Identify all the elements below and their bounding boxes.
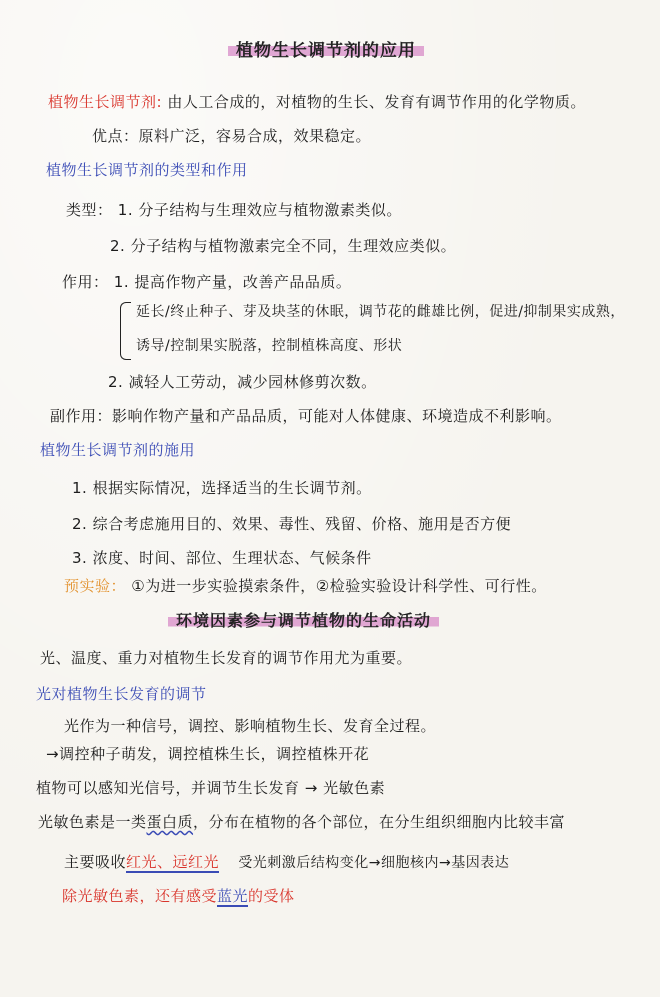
- effect-1-detail-2: 诱导/控制果实脱落，控制植株高度、形状: [136, 338, 403, 354]
- absorption-red-light: 红光、远红光: [126, 853, 220, 871]
- definition-text: 由人工合成的，对植物的生长、发育有调节作用的化学物质。: [167, 93, 586, 111]
- effect-1: 1. 提高作物产量，改善产品品质。: [113, 273, 352, 291]
- light-perception: [36, 778, 385, 798]
- section-heading-light: 光对植物生长发育的调节: [36, 685, 207, 703]
- absorption-line: [64, 852, 509, 873]
- section-heading-application: 植物生长调节剂的施用: [40, 441, 196, 459]
- light-perception-text: 植物可以感知光信号，并调节生长发育: [36, 779, 300, 797]
- absorption-text-b: 受光刺激后结构变化→细胞核内→基因表达: [238, 855, 510, 871]
- receptors-text-a: 除光敏色素，还有感受: [62, 887, 218, 905]
- section-title-environment: 环境因素参与调节植物的生命活动: [168, 608, 439, 631]
- phytochrome-text-b: ，分布在植物的各个部位，在分生组织细胞内比较丰富: [193, 813, 566, 831]
- pre-experiment-label: 预实验：: [64, 577, 127, 595]
- effect-2: 2. 减轻人工劳动，减少园林修剪次数。: [108, 373, 377, 391]
- effects-row-1: [62, 272, 351, 292]
- light-signal: 光作为一种信号，调控、影响植物生长、发育全过程。: [64, 717, 437, 735]
- phytochrome-arrow: → 光敏色素: [304, 779, 386, 797]
- apply-step-3: 3. 浓度、时间、部位、生理状态、气候条件: [72, 549, 372, 567]
- environment-intro: 光、温度、重力对植物生长发育的调节作用尤为重要。: [40, 649, 413, 667]
- receptors-line: [62, 886, 295, 906]
- apply-step-2: 2. 综合考虑施用目的、效果、毒性、残留、价格、施用是否方便: [72, 515, 512, 533]
- type-2: 2. 分子结构与植物激素完全不同，生理效应类似。: [110, 237, 457, 255]
- phytochrome-text-a: 光敏色素是一类: [38, 813, 147, 831]
- types-row-1: [66, 200, 402, 220]
- type-1: 1. 分子结构与生理效应与植物激素类似。: [117, 201, 402, 219]
- section-heading-types: 植物生长调节剂的类型和作用: [46, 161, 248, 179]
- pre-experiment-line: [64, 576, 547, 596]
- receptors-blue-light: 蓝光: [217, 887, 249, 905]
- definition-line: [48, 92, 586, 112]
- effect-1-detail-1: 延长/终止种子、芽及块茎的休眠，调节花的雌雄比例，促进/抑制果实成熟，: [136, 304, 625, 320]
- advantages-line: 优点：原料广泛，容易合成，效果稳定。: [92, 127, 372, 145]
- light-regulation: →调控种子萌发，调控植株生长，调控植株开花: [46, 745, 370, 763]
- phytochrome-protein: 蛋白质: [146, 813, 194, 831]
- receptors-text-b: 的受体: [248, 887, 295, 905]
- phytochrome-line: [38, 812, 565, 832]
- definition-term: 植物生长调节剂:: [48, 93, 163, 111]
- pre-experiment-text: ①为进一步实验摸索条件，②检验实验设计科学性、可行性。: [131, 577, 547, 595]
- effect-bracket: [120, 302, 131, 360]
- page-title: 植物生长调节剂的应用: [228, 36, 424, 61]
- types-label: 类型：: [66, 201, 113, 219]
- effects-label: 作用：: [62, 273, 109, 291]
- absorption-text-a: 主要吸收: [64, 853, 127, 871]
- apply-step-1: 1. 根据实际情况，选择适当的生长调节剂。: [72, 479, 372, 497]
- side-effects: 副作用：影响作物产量和产品品质，可能对人体健康、环境造成不利影响。: [50, 407, 562, 425]
